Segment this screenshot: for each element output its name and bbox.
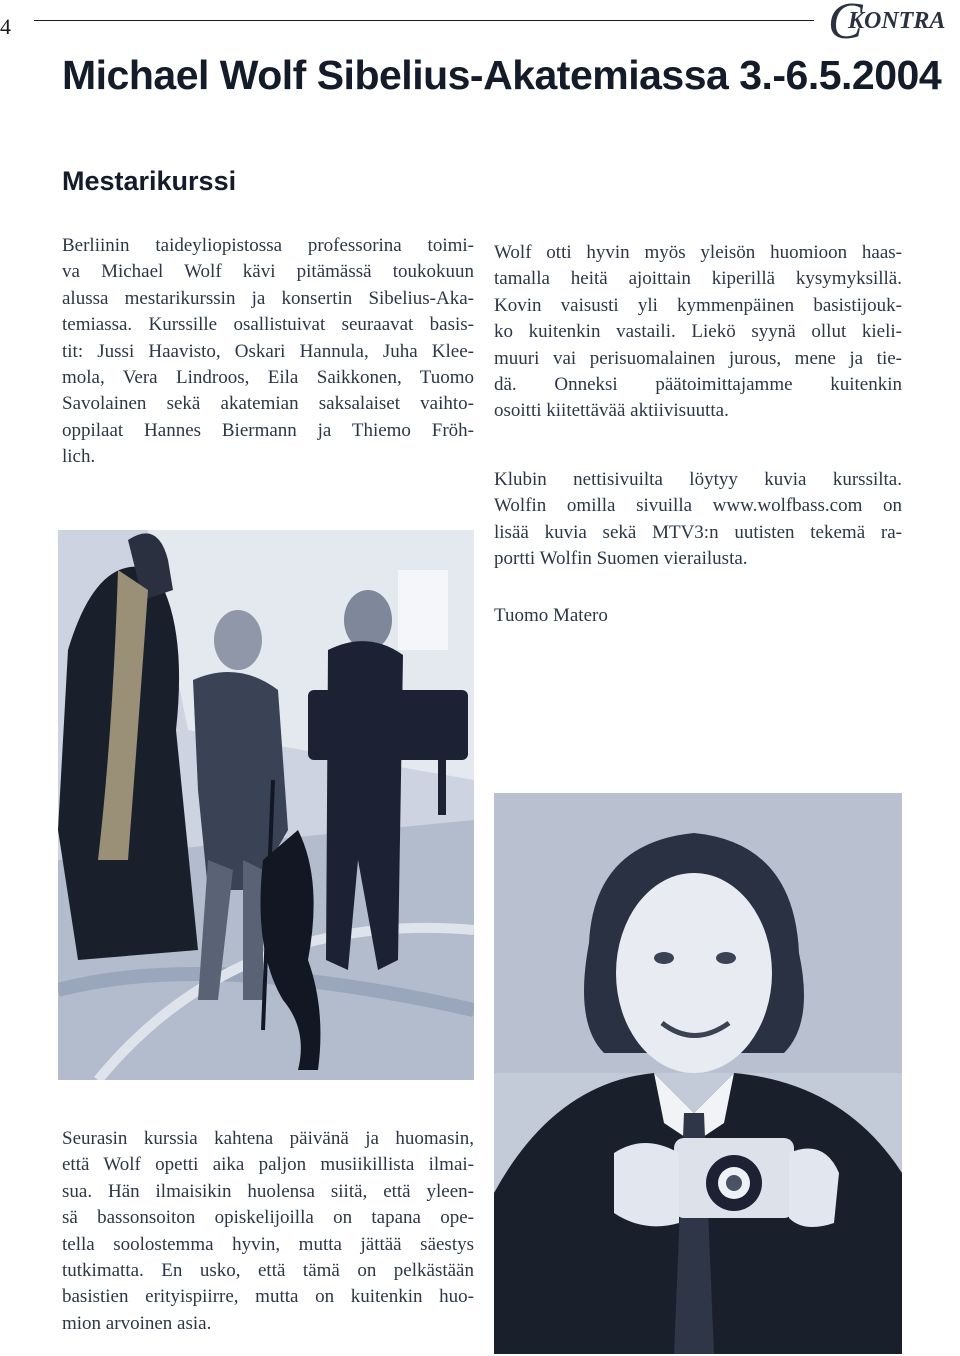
hand-shape <box>614 1143 679 1226</box>
header-rule <box>34 20 814 21</box>
text-line: Seurasin kurssia kahtena päivänä ja huomasin, <box>62 1128 474 1149</box>
text-line: Berliinin taideyliopistossa professorina toimi- <box>62 235 474 256</box>
text-line: että Wolf opetti aika paljon musiikillista ilmai- <box>62 1154 474 1176</box>
svg-text:C: C <box>828 0 863 44</box>
kontra-logo <box>826 0 960 44</box>
bottom-paragraph <box>62 1126 474 1337</box>
right-paragraph-1 <box>494 240 902 425</box>
text-line: lich. <box>62 446 96 468</box>
article-title: Michael Wolf Sibelius-Akatemiassa 3.-6.5.2004 <box>62 52 942 98</box>
text-line: Klubin nettisivuilta löytyy kuvia kurssilta. <box>494 469 902 490</box>
text-line: Wolfin omilla sivuilla www.wolfbass.com on <box>494 495 902 517</box>
text-line: Kovin vaisusti yli kymmenpäinen basistijouk- <box>494 294 902 316</box>
text-line: tit: Jussi Haavisto, Oskari Hannula, Juha Klee- <box>62 340 474 362</box>
face-shape <box>616 873 772 1073</box>
text-line: lisää kuvia sekä MTV3:n uutisten tekemä ra- <box>494 521 902 543</box>
section-subheading: Mestarikurssi <box>62 166 237 196</box>
text-line: dä. Onneksi päätoimittajamme kuitenkin <box>494 374 902 396</box>
logo-text: KONTRA <box>848 8 946 34</box>
text-line: tutkimatta. En usko, että tämä on pelkästään <box>62 1260 474 1282</box>
text-line: ko kuitenkin vastaili. Liekö syynä ollut kieli- <box>494 321 902 343</box>
text-line: sua. Hän ilmaisikin huolensa siitä, että yleen- <box>62 1180 474 1202</box>
text-line: va Michael Wolf kävi pitämässä toukokuun <box>62 261 474 283</box>
text-line: mion arvoinen asia. <box>62 1312 212 1334</box>
right-paragraph-2 <box>494 467 902 573</box>
text-line: sä bassonsoiton opiskelijoilla on tapana ope- <box>62 1207 474 1229</box>
text-line: Savolainen sekä akatemian saksalaiset vaihto- <box>62 393 474 415</box>
masterclass-photo <box>58 530 474 1080</box>
text-line: oppilaat Hannes Biermann ja Thiemo Fröh- <box>62 419 474 441</box>
text-line: basistien erityispiirre, mutta on kuitenkin huo- <box>62 1286 474 1308</box>
text-line: osoitti kiitettävää aktiivisuutta. <box>494 400 729 422</box>
text-line: tamalla heitä ajoittain kiperillä kysymyksillä. <box>494 268 902 290</box>
portrait-photo <box>494 793 902 1354</box>
page-number: 4 <box>0 14 11 39</box>
intro-paragraph <box>62 233 474 471</box>
author-name: Tuomo Matero <box>494 605 608 626</box>
text-line: tella soolostemma hyvin, mutta jättää säestys <box>62 1233 474 1255</box>
text-line: mola, Vera Lindroos, Eila Saikkonen, Tuomo <box>62 367 474 389</box>
text-line: portti Wolfin Suomen vierailusta. <box>494 548 748 570</box>
text-line: muuri vai perisuomalainen jurous, mene ja tie- <box>494 347 902 369</box>
text-line: temiassa. Kurssille osallistuivat seuraavat basis- <box>62 314 474 336</box>
text-line: Wolf otti hyvin myös yleisön huomioon haas- <box>494 242 902 263</box>
text-line: alussa mestarikurssin ja konsertin Sibelius-Aka- <box>62 287 474 309</box>
